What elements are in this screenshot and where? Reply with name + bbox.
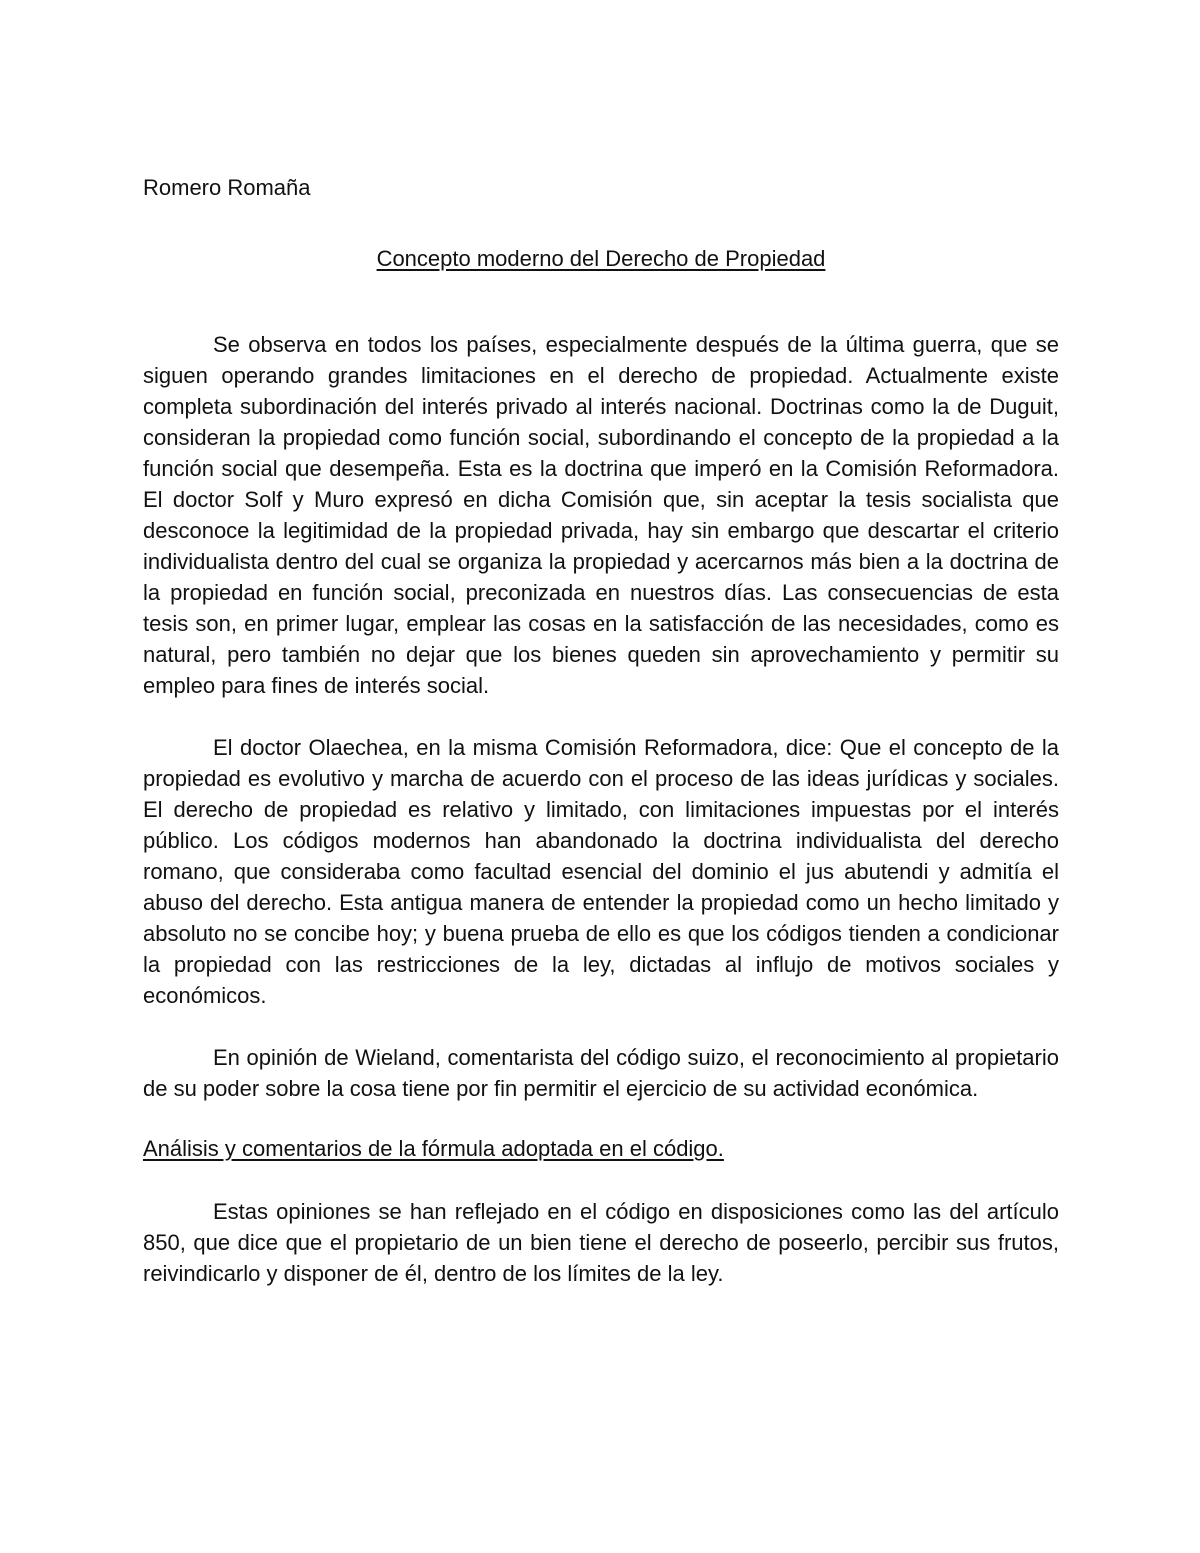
closing-paragraph: Estas opiniones se han reflejado en el código en disposiciones como las del artículo 850, que dice que el propietario de un bien tiene el derecho de poseerlo, percibir sus frutos, reivindicarlo y disponer de él, dentro de los límites de la ley.: [143, 1199, 1059, 1286]
author-name: Romero Romaña: [143, 175, 311, 200]
document-title: Concepto moderno del Derecho de Propiedad: [376, 246, 826, 271]
body-paragraph: Se observa en todos los países, especialmente después de la última guerra, que se siguen operando grandes limitaciones en el derecho de propiedad. Actualmente existe completa subordinación del interés privado al interés nacional. Doctrinas como la de Duguit, consideran la propiedad como función social, subordinando el concepto de la propiedad a la función social que desempeña. Esta es la doctrina que imperó en la Comisión Reformadora. El doctor Solf y Muro expresó en dicha Comisión que, sin aceptar la tesis socialista que desconoce la legitimidad de la propiedad privada, hay sin embargo que descartar el criterio individualista dentro del cual se organiza la propiedad y acercarnos más bien a la doctrina de la propiedad en función social, preconizada en nuestros días. Las consecuencias de esta tesis son, en primer lugar, emplear las cosas en la satisfacción de las necesidades, como es natural, pero también no dejar que los bienes queden sin aprovechamiento y permitir su empleo para fines de interés social.: [143, 332, 1059, 698]
body-paragraph: El doctor Olaechea, en la misma Comisión Reformadora, dice: Que el concepto de la propiedad es evolutivo y marcha de acuerdo con el proceso de las ideas jurídicas y sociales. El derecho de propiedad es relativo y limitado, con limitaciones impuestas por el interés público. Los códigos modernos han abandonado la doctrina individualista del derecho romano, que consideraba como facultad esencial del dominio el jus abutendi y admitía el abuso del derecho. Esta antigua manera de entender la propiedad como un hecho limitado y absoluto no se concibe hoy; y buena prueba de ello es que los códigos tienden a condicionar la propiedad con las restricciones de la ley, dictadas al influjo de motivos sociales y económicos.: [143, 735, 1059, 1008]
section-subheading: Análisis y comentarios de la fórmula adoptada en el código.: [143, 1136, 724, 1161]
document-page: [143, 172, 1059, 1289]
body-paragraph: En opinión de Wieland, comentarista del código suizo, el reconocimiento al propietario de su poder sobre la cosa tiene por fin permitir el ejercicio de su actividad económica.: [143, 1045, 1059, 1101]
